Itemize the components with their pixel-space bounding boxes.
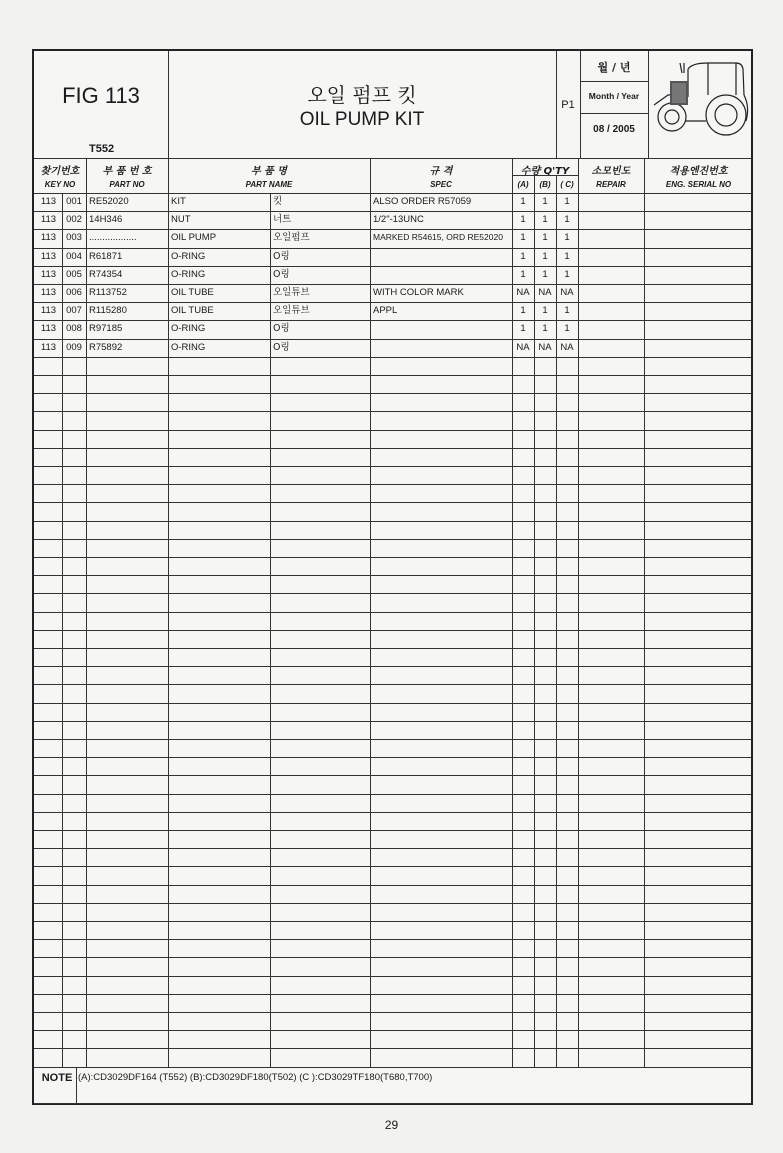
cell-b: NA	[538, 341, 552, 353]
cell-b: 1	[542, 323, 548, 335]
row-line	[34, 1030, 751, 1031]
row-line	[34, 466, 751, 467]
date-label-english: Month / Year	[588, 91, 640, 101]
row-line	[34, 684, 751, 685]
header-divider	[648, 51, 649, 158]
row-line	[34, 794, 751, 795]
cell-c: NA	[560, 287, 574, 298]
cell-b: 1	[542, 250, 548, 262]
row-line	[34, 757, 751, 758]
cell-a: 1	[520, 305, 526, 317]
header-divider	[168, 51, 169, 158]
cell-name-ko: 킷	[273, 196, 283, 207]
row-line	[34, 721, 751, 722]
cell-b: 1	[542, 305, 548, 317]
cell-spec: APPL	[373, 305, 398, 317]
row-line	[34, 557, 751, 558]
cell-part-no: RE52020	[89, 196, 129, 207]
cell-name-en: KIT	[171, 196, 186, 207]
cell-name-ko: O링	[273, 341, 290, 353]
cell-b: 1	[542, 268, 548, 280]
cell-name-en: O-RING	[171, 323, 206, 335]
row-line	[34, 812, 751, 813]
cell-part-no: R115280	[89, 305, 127, 317]
cell-b: 1	[542, 196, 548, 207]
cell-spec: MARKED R54615, ORD RE52020	[373, 232, 503, 243]
row-line	[34, 393, 751, 394]
cell-name-ko: O링	[273, 323, 290, 335]
col-part-no-en: PART NO	[109, 180, 145, 189]
cell-key: 003	[66, 232, 82, 244]
note-divider	[76, 1067, 77, 1103]
col-qty-a: (A)	[517, 180, 529, 189]
parts-sheet	[32, 49, 753, 1105]
cell-a: 1	[520, 196, 526, 207]
row-line	[34, 1067, 751, 1068]
cell-key: 005	[66, 268, 82, 280]
row-line	[34, 539, 751, 540]
cell-c: 1	[564, 268, 570, 280]
cell-spec: WITH COLOR MARK	[373, 287, 464, 298]
date-label-korean: 월 / 년	[597, 61, 631, 74]
row-line	[34, 957, 751, 958]
col-part-name-ko: 부 품 명	[251, 166, 287, 177]
cell-c: 1	[564, 323, 570, 335]
row-line	[34, 885, 751, 886]
row-line	[34, 612, 751, 613]
row-line	[34, 739, 751, 740]
cell-b: NA	[538, 287, 552, 298]
header-divider	[556, 51, 557, 158]
col-qty-ko: 수량 Q'TY	[520, 166, 570, 177]
row-line	[34, 521, 751, 522]
cell-fig: 113	[40, 305, 57, 317]
col-spec-en: SPEC	[430, 180, 452, 189]
row-line	[34, 375, 751, 376]
col-repair-ko: 소모빈도	[591, 166, 631, 177]
row-line	[34, 848, 751, 849]
cell-a: NA	[516, 287, 530, 298]
row-line	[34, 502, 751, 503]
cell-a: 1	[520, 232, 526, 244]
cell-key: 006	[66, 287, 82, 298]
cell-name-ko: O링	[273, 268, 290, 280]
cell-name-en: O-RING	[171, 250, 206, 262]
title-english: OIL PUMP KIT	[299, 109, 425, 130]
cell-key: 004	[66, 250, 82, 262]
cell-name-ko: 오일튜브	[273, 287, 310, 298]
model-code: T552	[89, 143, 115, 155]
cell-c: 1	[564, 250, 570, 262]
cell-fig: 113	[40, 323, 57, 335]
row-line	[34, 575, 751, 576]
row-line	[34, 903, 751, 904]
cell-spec: 1/2"-13UNC	[373, 214, 424, 226]
cell-key: 002	[66, 214, 82, 226]
row-line	[34, 1012, 751, 1013]
cell-spec: ALSO ORDER R57059	[373, 196, 472, 207]
cell-a: 1	[520, 268, 526, 280]
row-line	[34, 666, 751, 667]
date-value: 08 / 2005	[593, 124, 635, 135]
header-divider	[512, 175, 578, 176]
row-line	[34, 830, 751, 831]
cell-name-ko: 오일튜브	[273, 305, 310, 317]
col-spec-ko: 규 격	[429, 166, 453, 177]
col-part-name-en: PART NAME	[245, 180, 293, 189]
row-line	[34, 593, 751, 594]
row-line	[34, 976, 751, 977]
row-line	[34, 411, 751, 412]
cell-key: 009	[66, 341, 82, 353]
cell-name-en: O-RING	[171, 268, 206, 280]
row-line	[34, 648, 751, 649]
cell-c: 1	[564, 305, 570, 317]
cell-fig: 113	[40, 196, 57, 207]
row-line	[34, 1103, 751, 1104]
page-code: P1	[561, 99, 575, 111]
cell-key: 001	[66, 196, 82, 207]
figure-number: FIG 113	[62, 83, 140, 108]
cell-b: 1	[542, 214, 548, 226]
cell-name-en: OIL TUBE	[171, 305, 214, 317]
cell-fig: 113	[40, 232, 57, 244]
row-line	[34, 866, 751, 867]
cell-part-no: ..................	[89, 232, 137, 244]
row-line	[34, 430, 751, 431]
note-label: NOTE	[41, 1072, 73, 1084]
cell-a: 1	[520, 250, 526, 262]
cell-fig: 113	[40, 250, 57, 262]
cell-part-no: R74354	[89, 268, 123, 280]
cell-name-ko: 너트	[273, 214, 292, 226]
header-divider	[580, 81, 648, 82]
cell-a: NA	[516, 341, 530, 353]
row-line	[34, 921, 751, 922]
cell-fig: 113	[40, 268, 57, 280]
cell-c: 1	[564, 214, 570, 226]
cell-name-en: O-RING	[171, 341, 206, 353]
cell-part-no: R61871	[89, 250, 123, 262]
col-qty-b: (B)	[539, 180, 551, 189]
cell-c: 1	[564, 196, 570, 207]
cell-a: 1	[520, 214, 526, 226]
page-number: 29	[384, 1118, 399, 1132]
cell-part-no: R75892	[89, 341, 123, 353]
title-korean: 오일 펌프 킷	[307, 83, 417, 107]
row-line	[34, 484, 751, 485]
cell-name-en: OIL PUMP	[171, 232, 217, 244]
tractor-illustration-icon	[648, 55, 752, 155]
col-part-no-ko: 부 품 번 호	[102, 166, 152, 177]
col-key-en: KEY NO	[44, 180, 76, 189]
cell-c: 1	[564, 232, 570, 244]
row-line	[34, 1048, 751, 1049]
header-divider	[580, 51, 581, 158]
cell-key: 008	[66, 323, 82, 335]
cell-part-no: R113752	[89, 287, 127, 298]
cell-b: 1	[542, 232, 548, 244]
row-line	[34, 630, 751, 631]
cell-fig: 113	[40, 287, 57, 298]
col-serial-en: ENG. SERIAL NO	[665, 180, 732, 189]
cell-c: NA	[560, 341, 574, 353]
cell-name-ko: O링	[273, 250, 290, 262]
row-line	[34, 994, 751, 995]
row-line	[34, 939, 751, 940]
row-line	[34, 357, 751, 358]
row-line	[34, 448, 751, 449]
col-serial-ko: 적용엔진번호	[669, 166, 728, 177]
cell-fig: 113	[40, 341, 57, 353]
cell-part-no: 14H346	[89, 214, 123, 226]
cell-name-en: NUT	[171, 214, 191, 226]
cell-key: 007	[66, 305, 82, 317]
row-line	[34, 703, 751, 704]
col-key-ko: 찾기번호	[40, 166, 80, 177]
cell-name-en: OIL TUBE	[171, 287, 214, 298]
note-text: (A):CD3029DF164 (T552) (B):CD3029DF180(T502) (C ):CD3029TF180(T680,T700)	[78, 1072, 433, 1083]
col-repair-en: REPAIR	[596, 180, 626, 189]
cell-fig: 113	[40, 214, 57, 226]
row-line	[34, 775, 751, 776]
header-divider	[580, 113, 648, 114]
col-qty-c: ( C)	[560, 180, 574, 189]
cell-a: 1	[520, 323, 526, 335]
cell-name-ko: 오일펌프	[273, 232, 310, 244]
cell-part-no: R97185	[89, 323, 123, 335]
